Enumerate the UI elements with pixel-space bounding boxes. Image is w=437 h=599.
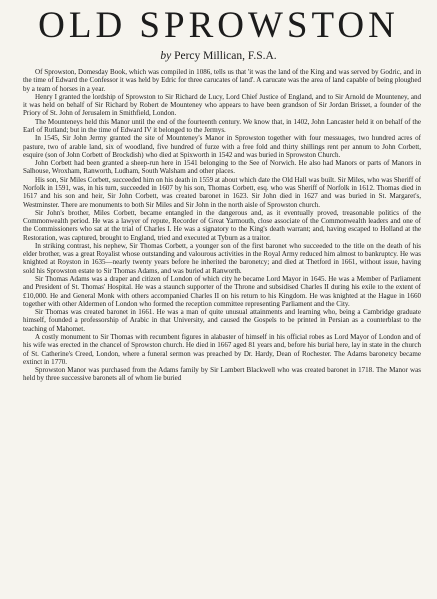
paragraph-6: His son, Sir Miles Corbett, succeeded him on his death in 1559 at about which date the Old Hall was built. Sir Miles, who was Sheriff of Norfolk in 1591, was, in his turn, succeeded in 1607 by his son, Thomas Corbett, esq. who was Sheriff of Norfolk in 1612. Thomas died in 1617 and his son and heir, Sir John Corbett, was created baronet in 1623. Sir John died in 1627 and was buried in St. Margaret's, Westminster. There are monuments to both Sir Miles and Sir John in the north aisle of Sprowston church. [23,175,421,209]
byline-prefix: by [160,50,172,62]
paragraph-8: In striking contrast, his nephew, Sir Thomas Corbett, a younger son of the first baronet who succeeded to the title on the death of his elder brother, was a great Royalist whose outstanding and valourous activities in the Royal Army reduced him almost to bankruptcy. He was knighted at Royston in 1635—nearly twenty years before he inherited the baronetcy; and died at Thetford in 1661, without issue, having sold his Sprowston estate to Sir Thomas Adams, and was buried at Ranworth. [23,241,421,275]
paragraph-1: Of Sprowston, Domesday Book, which was compiled in 1086, tells us that 'it was the land of the King and was served by Godric, and in the time of Edward the Confessor it was held by Edric for three carucates of land'. A carucate was the area of land capable of being ploughed by a team of horses in a year. [23,68,421,93]
paragraph-2: Henry I granted the lordship of Sprowston to Sir Richard de Lucy, Lord Chief Justice of England, and to Sir Arnold de Mounteney, and it was held on behalf of Sir Richard by Robert de Mounteney who appears to have been grandson of Sir Jordan Brisset, a founder of the Priory of St. John of Jerusalem in Smithfield, London. [23,92,421,118]
byline [0,49,437,63]
paragraph-11: A costly monument to Sir Thomas with recumbent figures in alabaster of himself in his official robes as Lord Mayor of London and of his wife was erected in the chancel of Sprowston church. He died in 1667 aged 81 years and, before his burial here, lay in state in the church of St. Catherine's Creed, London, where a funeral sermon was preached by Dr. Hardy, Dean of Rochester. The Adams baronetcy became extinct in 1770. [23,333,421,366]
page-title: OLD SPROWSTON [38,5,399,46]
paragraph-4: In 1545, Sir John Jermy granted the site of Mounteney's Manor in Sprowston together with four messuages, two hundred acres of pasture, two of arable land, six of woodland, five hundred of furze with a free fold and thirty shillings rent per annum to John Corbett, esquire (son of John Corbett of Brockdish) who died at Spixworth in 1542 and was buried in Sprowston Church. [23,134,421,159]
paragraph-12: Sprowston Manor was purchased from the Adams family by Sir Lambert Blackwell who was created baronet in 1718. The Manor was held by three successive baronets all of whom lie buried [23,366,421,383]
paragraph-3: The Mounteneys held this Manor until the end of the fourteenth century. We know that, in 1402, John Lancaster held it on behalf of the Earl of Rutland; but in the time of Edward IV it belonged to the Jermys. [23,117,421,134]
paragraph-10: Sir Thomas was created baronet in 1661. He was a man of quite unusual attainments and learning who, being a Cambridge graduate himself, founded a professorship of Arabic in that University, and caused the Gospels to be printed in Persian as a counterblast to the teaching of Mahomet. [23,308,421,333]
paragraph-5: John Corbett had been granted a sheep-run here in 1541 belonging to the See of Norwich. He also had Manors or parts of Manors in Salhouse, Wroxham, Ranworth, Ludham, South Walsham and other places. [23,159,421,176]
article-body [23,68,421,383]
paragraph-9: Sir Thomas Adams was a draper and citizen of London of which city he became Lord Mayor in 1645. He was a Member of Parliament and President of St. Thomas' Hospital. He was a staunch supporter of the Throne and subsidised Charles II during his exile to the extent of £10,000. He and General Monk with others accompanied Charles II on his return to his Kingdom. He was knighted at the Hague in 1660 together with other Aldermen of London who formed the reception committee representing Parliament and the City. [23,275,421,308]
paragraph-7: Sir John's brother, Miles Corbett, became entangled in the dangerous and, as it eventually proved, treasonable politics of the Commonwealth period. He was a lawyer of repute, Recorder of Great Yarmouth, close associate of the Commonwealth leaders and one of the Commissioners who sat at the trial of Charles I. He was a signatory to the King's death warrant; and, having escaped to Holland at the Restoration, was captured, brought to England, tried and executed at Tyburn as a traitor. [23,208,421,242]
byline-author: Percy Millican, F.S.A. [174,50,277,62]
